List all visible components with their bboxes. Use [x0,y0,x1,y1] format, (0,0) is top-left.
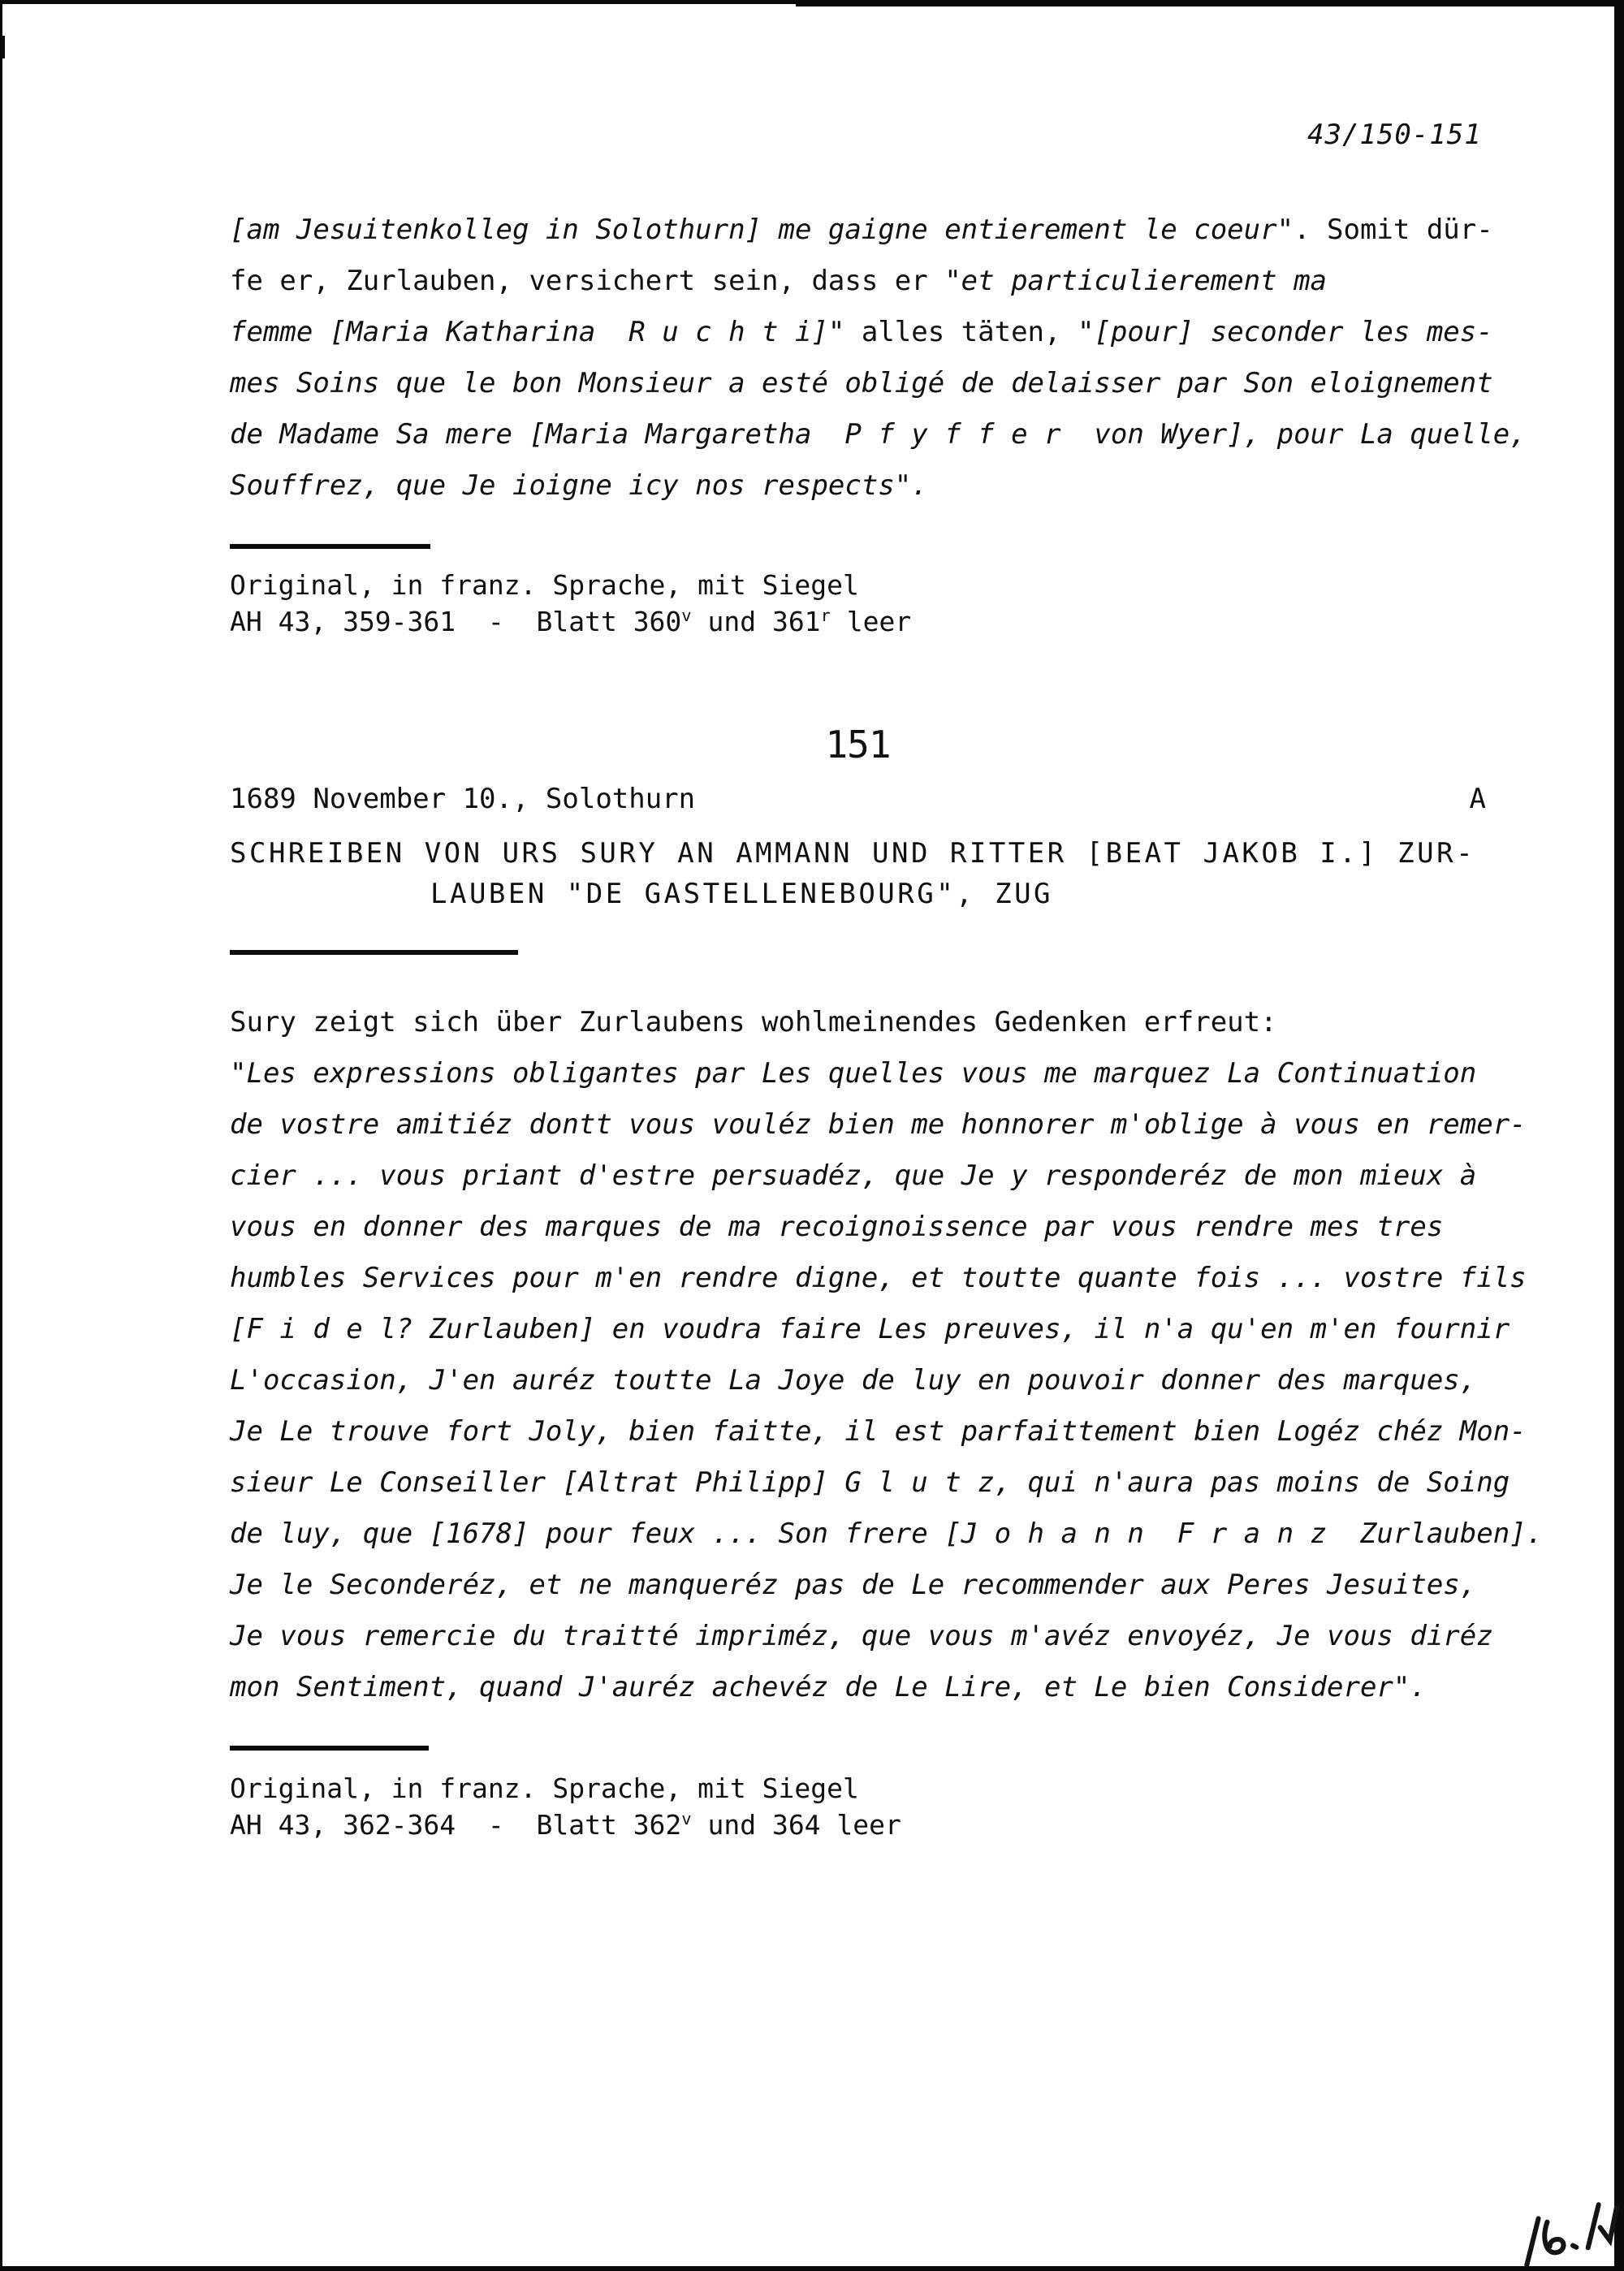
text-line [230,1807,901,1843]
text-line [230,567,911,603]
text-segment-sup: r [820,606,831,625]
page-number-header: 43/150-151 [1307,119,1482,151]
text-segment-script: de vostre amitiéz dontt vous vouléz bien me honnorer m'oblige à vous en remer- [230,1108,1527,1141]
text-line [230,1611,1543,1662]
text-line [230,1770,901,1807]
text-segment-sup: v [681,1809,692,1828]
text-segment-script: mes Soins que le bon Monsieur a esté obligé de delaisser par Son eloignement [230,367,1493,399]
text-segment-script: Je vous remercie du traitté impriméz, que vous m'avéz envoyéz, Je vous diréz [230,1620,1493,1652]
separator-rule-151-source [230,1746,429,1751]
text-line [230,1662,1543,1713]
text-segment-plain: und 364 leer [691,1809,901,1841]
separator-rule-150 [230,544,430,549]
text-line [230,1253,1543,1304]
text-line [230,205,1527,256]
text-line [230,1457,1543,1509]
scan-border-bottom [0,2266,1624,2271]
text-segment-script: de luy, que [1678] pour feux ... Son frere [J o h a n n F r a n z Zurlauben]. [230,1518,1544,1550]
entry-number-151: 151 [825,723,891,766]
text-segment-plain: AH 43, 362-364 - Blatt 362 [230,1809,682,1841]
text-segment-plain: fe er, Zurlauben, versichert sein, dass er " [230,265,961,297]
source-note-151 [230,1770,901,1843]
text-segment-script: femme [Maria Katharina R u c h t i]" [230,316,845,348]
text-segment-plain: Sury zeigt sich über Zurlaubens wohlmeinendes Gedenken erfreut: [230,1006,1277,1038]
text-line [230,1304,1543,1355]
text-segment-script: [F i d e l? Zurlauben] en voudra faire Les preuves, il n'a qu'en m'en fournir [230,1313,1510,1345]
text-segment-script: L'occasion, J'en auréz toutte La Joye de luy en pouvoir donner des marques, [230,1364,1477,1397]
text-segment-script: humbles Services pour m'en rendre digne, et toutte quante fois ... vostre fils [230,1262,1527,1294]
regest-150-text [230,205,1527,512]
text-segment-script: [am Jesuitenkolleg in Solothurn] me gaigne entierement le coeur" [230,214,1294,246]
text-line [230,1099,1543,1151]
text-segment-plain: Original, in franz. Sprache, mit Siegel [230,1772,859,1804]
text-line [230,603,911,640]
scan-speck [0,36,5,58]
text-line [230,409,1527,460]
handwriting-strokes [1512,2188,1624,2271]
entry-letter-a: A [1469,783,1486,815]
entry-dateline [230,783,1486,815]
text-segment-script: Je Le trouve fort Joly, bien faitte, il est parfaittement bien Logéz chéz Mon- [230,1415,1527,1448]
text-segment-script: vous en donner des marques de ma recoignoissence par vous rendre mes tres [230,1211,1444,1243]
text-segment-sup: v [681,606,692,625]
text-segment-script: Souffrez, que Je ioigne icy nos respects". [230,469,928,502]
text-line [230,1355,1543,1406]
source-note-150 [230,567,911,640]
text-line [230,833,1475,874]
text-line [230,1406,1543,1457]
text-line [230,1509,1543,1560]
text-line [230,1151,1543,1202]
text-segment-plain: . Somit dür- [1294,214,1493,246]
text-line [230,256,1527,307]
text-segment-script: Je le Seconderéz, et ne manqueréz pas de Le recommender aux Peres Jesuites, [230,1569,1477,1601]
text-segment-plain: AH 43, 359-361 - Blatt 360 [230,606,682,637]
scan-border-top-right [796,0,1624,6]
text-line [230,358,1527,409]
text-segment-plain: alles täten, " [844,316,1095,348]
text-segment-script: sieur Le Conseiller [Altrat Philipp] G l u t z, qui n'aura pas moins de Soing [230,1466,1510,1499]
text-line [230,1560,1543,1611]
entry-title [230,833,1475,914]
entry-date: 1689 November 10., Solothurn [230,783,696,815]
text-segment-plain: Original, in franz. Sprache, mit Siegel [230,569,859,601]
text-line [230,997,1543,1048]
text-line [430,874,1475,914]
text-segment-plain: und 361 [691,606,821,637]
text-line [230,1202,1543,1253]
scan-border-right [1614,0,1624,2271]
separator-rule-151 [230,950,518,955]
text-segment-plain: LAUBEN "DE GASTELLENEBOURG", ZUG [430,878,1054,910]
text-segment-script: cier ... vous priant d'estre persuadéz, que Je y responderéz de mon mieux à [230,1159,1477,1192]
text-line [230,307,1527,358]
text-segment-script: mon Sentiment, quand J'auréz achevéz de Le Lire, et Le bien Considerer". [230,1671,1427,1703]
regest-151-text [230,997,1543,1713]
text-segment-script: "Les expressions obligantes par Les quelles vous me marquez La Continuation [230,1057,1477,1090]
text-line [230,460,1527,512]
text-segment-plain: SCHREIBEN VON URS SURY AN AMMANN UND RITTER [BEAT JAKOB I.] ZUR- [230,837,1476,870]
text-line [230,1048,1543,1099]
text-segment-script: et particulierement ma [961,265,1328,297]
text-segment-script: [pour] seconder les mes- [1094,316,1493,348]
text-segment-plain: leer [830,606,912,637]
handwritten-annotation [1512,2188,1624,2271]
scan-border-left [0,0,2,2271]
text-segment-script: de Madame Sa mere [Maria Margaretha P f y f f e r von Wyer], pour La quelle, [230,418,1527,451]
